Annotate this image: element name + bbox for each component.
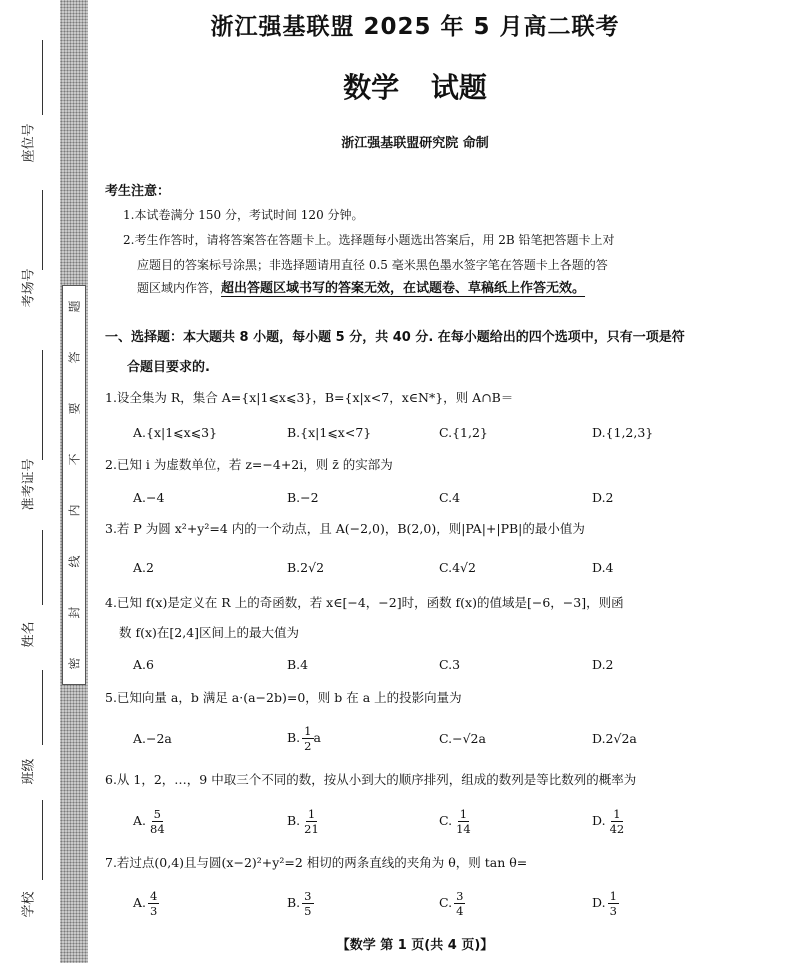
notice-title: 考生注意：	[105, 184, 171, 199]
question-6-stem: 6.从 1，2，…，9 中取三个不同的数，按从小到大的顺序排列，组成的数列是等比数列的概率为	[105, 772, 637, 787]
fraction-numerator: 1	[459, 807, 468, 821]
notice-item-2a: 2.考生作答时，请将答案答在答题卡上。选择题每小题选出答案后，用 2B 铅笔把答题卡上对	[123, 233, 615, 247]
fraction	[608, 807, 627, 836]
question-7-stem: 7.若过点(0,4)且与圆(x−2)²+y²=2 相切的两条直线的夹角为 θ，则 tan θ=	[105, 855, 528, 870]
seat-number-line	[42, 40, 43, 115]
question-5-option-c: C.−√2a	[439, 731, 486, 746]
fraction	[608, 889, 619, 918]
question-5-option-a: A.−2a	[133, 731, 172, 746]
seal-char: 线	[67, 555, 82, 568]
page-footer: 【数学 第 1 页(共 4 页)】	[336, 938, 494, 953]
seal-char: 不	[67, 453, 82, 466]
option-letter: C.	[439, 895, 453, 910]
school-line	[42, 800, 43, 880]
question-1-option-c: C.{1,2}	[439, 425, 488, 440]
option-letter: D.	[592, 895, 606, 910]
fraction-denominator: 2	[304, 739, 312, 753]
notice-item-2c	[137, 277, 737, 300]
fraction	[148, 807, 167, 836]
question-4-option-c: C.3	[439, 657, 461, 672]
fraction-denominator: 42	[609, 822, 625, 836]
question-4-stem: 4.已知 f(x)是定义在 R 上的奇函数，若 x∈[−4，−2]时，函数 f(x)的值域是[−6，−3]，则函	[105, 595, 624, 610]
name-label: 姓名	[21, 621, 37, 648]
seal-strip	[60, 0, 88, 963]
class-line	[42, 670, 43, 745]
exam-page	[105, 0, 770, 963]
seal-char: 答	[67, 351, 82, 364]
class-label: 班级	[21, 758, 37, 785]
question-3-option-b: B.2√2	[287, 560, 325, 575]
question-4-stem-cont: 数 f(x)在[2,4]区间上的最大值为	[119, 625, 300, 640]
question-2-option-c: C.4	[439, 490, 461, 505]
question-7-option-c	[439, 889, 465, 918]
binding-margin	[0, 0, 50, 963]
fraction	[148, 889, 159, 918]
question-3-option-d: D.4	[592, 560, 614, 575]
section-1-heading	[105, 323, 745, 383]
option-letter: A.	[133, 813, 147, 828]
question-6-option-a	[133, 807, 167, 836]
fraction-numerator: 1	[609, 889, 617, 903]
question-6-option-b	[287, 807, 321, 836]
fraction	[302, 807, 321, 836]
question-2-stem: 2.已知 i 为虚数单位，若 z=−4+2i，则 z̄ 的实部为	[105, 457, 393, 472]
seal-char: 封	[67, 606, 82, 619]
option-letter: B.	[287, 895, 301, 910]
fraction-denominator: 3	[609, 904, 617, 918]
question-1-option-b: B.{x|1⩽x<7}	[287, 425, 372, 440]
admission-number-label: 准考证号	[21, 458, 37, 511]
fraction-numerator: 4	[150, 889, 158, 903]
question-5-option-d: D.2√2a	[592, 731, 637, 746]
seal-char: 内	[67, 504, 82, 517]
question-1-stem: 1.设全集为 R，集合 A={x|1⩽x⩽3}，B={x|x<7，x∈N*}，则 A∩B＝	[105, 390, 514, 405]
fraction	[454, 889, 465, 918]
option-letter: A.	[133, 895, 147, 910]
school-label: 学校	[21, 891, 37, 918]
question-7-option-a	[133, 889, 159, 918]
notice-item-2c-plain: 题区域内作答，	[137, 281, 222, 295]
option-letter: B.	[287, 730, 301, 745]
notice-warning: 超出答题区域书写的答案无效，在试题卷、草稿纸上作答无效。	[221, 281, 586, 296]
question-6-option-d	[592, 807, 626, 836]
fraction	[454, 807, 473, 836]
fraction-denominator: 84	[150, 822, 165, 836]
question-2-option-d: D.2	[592, 490, 614, 505]
fraction-denominator: 21	[304, 822, 319, 836]
section-1-line1: 一、选择题：本大题共 8 小题，每小题 5 分，共 40 分. 在每小题给出的四个选项中，只有一项是符	[105, 330, 685, 345]
question-7-option-b	[287, 889, 314, 918]
question-4-option-b: B.4	[287, 657, 309, 672]
admission-number-line	[42, 350, 43, 460]
option-letter: C.	[439, 813, 453, 828]
question-3-stem: 3.若 P 为圆 x²+y²=4 内的一个动点，且 A(−2,0)，B(2,0)，则|PA|+|PB|的最小值为	[105, 521, 585, 536]
fraction	[302, 889, 313, 918]
question-3-option-c: C.4√2	[439, 560, 476, 575]
name-line	[42, 530, 43, 605]
section-1-line2: 合题目要求的.	[127, 360, 210, 375]
fraction-numerator: 5	[153, 807, 161, 821]
publisher: 浙江强基联盟研究院 命制	[341, 136, 489, 151]
seat-number-label: 座位号	[21, 123, 37, 163]
notice-item-2b: 应题目的答案标号涂黑；非选择题请用直径 0.5 毫米黑色墨水签字笔在答题卡上各题的答	[137, 258, 608, 272]
question-7-option-d	[592, 889, 619, 918]
fraction-numerator: 1	[304, 724, 312, 738]
option-letter: D.	[592, 813, 606, 828]
question-1-option-a: A.{x|1⩽x⩽3}	[133, 425, 218, 440]
exam-room-label: 考场号	[21, 268, 37, 308]
notice-item-1: 1.本试卷满分 150 分，考试时间 120 分钟。	[123, 208, 364, 222]
seal-char: 密	[67, 657, 82, 670]
question-4-option-d: D.2	[592, 657, 614, 672]
option-letter: B.	[287, 813, 301, 828]
question-6-option-c	[439, 807, 473, 836]
fraction	[302, 724, 313, 753]
fraction-denominator: 5	[304, 904, 312, 918]
fraction-tail: a	[313, 730, 321, 745]
exam-room-line	[42, 190, 43, 270]
question-2-option-b: B.−2	[287, 490, 319, 505]
question-5-option-b	[287, 724, 321, 753]
fraction-denominator: 3	[150, 904, 158, 918]
question-2-option-a: A.−4	[133, 490, 165, 505]
question-4-option-a: A.6	[133, 657, 154, 672]
fraction-numerator: 3	[304, 889, 312, 903]
fraction-denominator: 14	[456, 822, 471, 836]
fraction-numerator: 1	[307, 807, 316, 821]
question-1-option-d: D.{1,2,3}	[592, 425, 654, 440]
seal-char: 要	[67, 402, 82, 415]
question-3-option-a: A.2	[133, 560, 154, 575]
question-5-stem: 5.已知向量 a，b 满足 a·(a−2b)=0，则 b 在 a 上的投影向量为	[105, 690, 462, 705]
seal-notice-box	[62, 285, 86, 685]
fraction-denominator: 4	[456, 904, 464, 918]
exam-title: 浙江强基联盟 2025 年 5 月高二联考	[210, 14, 620, 40]
seal-char: 题	[67, 300, 82, 313]
fraction-numerator: 1	[613, 807, 621, 821]
fraction-numerator: 3	[456, 889, 464, 903]
subject-title: 数学 试题	[343, 71, 487, 104]
